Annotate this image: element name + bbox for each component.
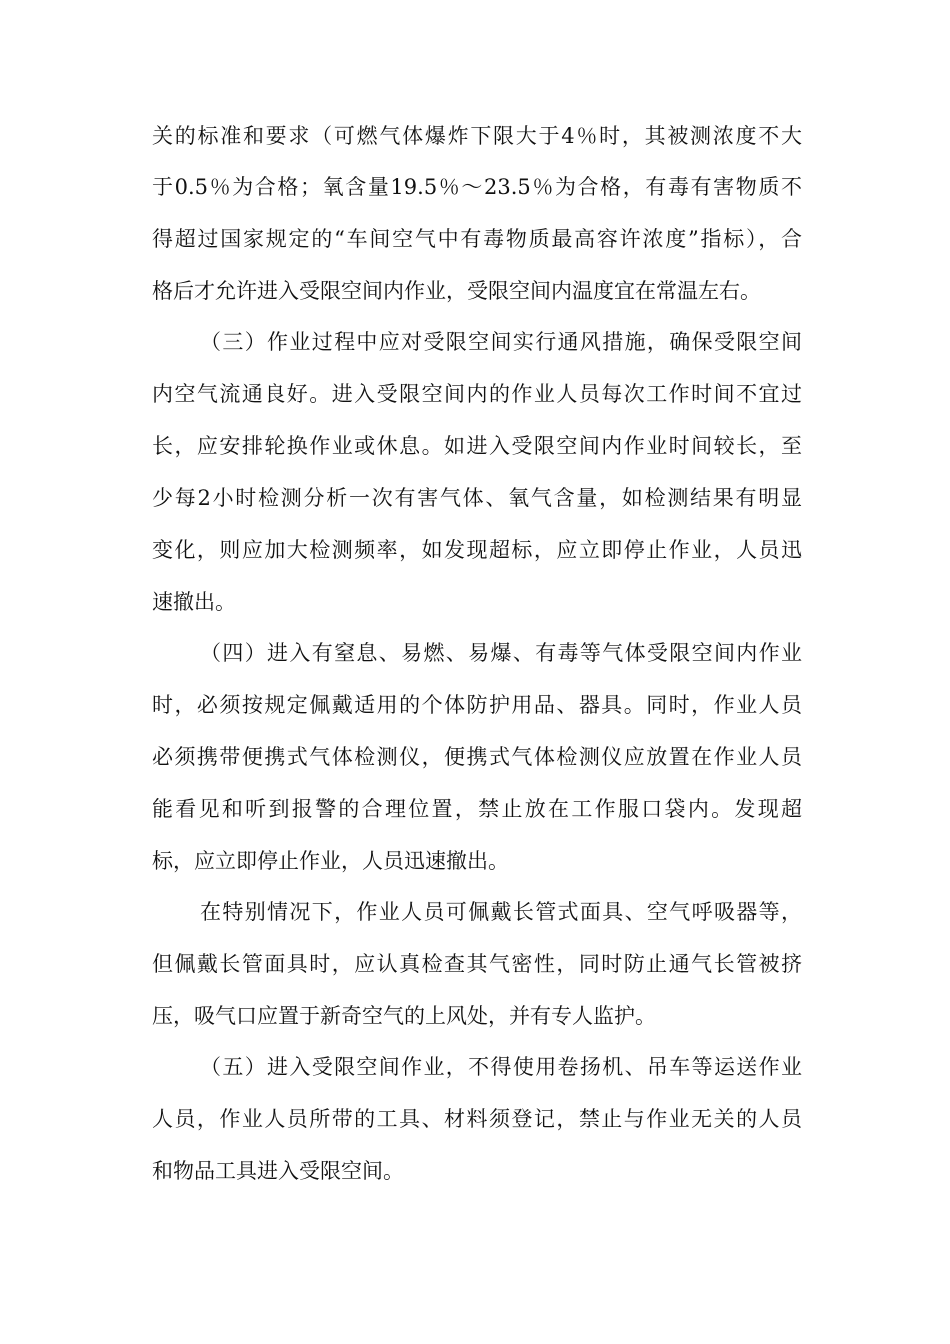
text-line: 变化，则应加大检测频率，如发现超标，应立即停止作业，人员迅: [152, 538, 802, 562]
text-line: 长，应安排轮换作业或休息。如进入受限空间内作业时间较长，至: [152, 434, 802, 458]
text-line: 和物品工具进入受限空间。: [152, 1159, 404, 1183]
text-line: 时，必须按规定佩戴适用的个体防护用品、器具。同时，作业人员: [152, 693, 802, 717]
text-line: 速撤出。: [152, 590, 236, 614]
text-line: 人员，作业人员所带的工具、材料须登记，禁止与作业无关的人员: [152, 1107, 802, 1131]
text-line: 标，应立即停止作业，人员迅速撤出。: [152, 849, 509, 873]
text-line: 能看见和听到报警的合理位置，禁止放在工作服口袋内。发现超: [152, 797, 802, 821]
text-line: 在特别情况下，作业人员可佩戴长管式面具、空气呼吸器等，: [200, 900, 802, 924]
text-line: 但佩戴长管面具时，应认真检查其气密性，同时防止通气长管被挤: [152, 952, 802, 976]
text-line: 关的标准和要求（可燃气体爆炸下限大于4％时，其被测浓度不大: [152, 124, 802, 148]
text-line: 得超过国家规定的“车间空气中有毒物质最高容许浓度”指标），合: [152, 227, 802, 251]
text-line: 少每2小时检测分析一次有害气体、氧气含量，如检测结果有明显: [152, 486, 802, 510]
text-line: 格后才允许进入受限空间内作业，受限空间内温度宜在常温左右。: [152, 279, 761, 303]
text-line: 内空气流通良好。进入受限空间内的作业人员每次工作时间不宜过: [152, 382, 802, 406]
text-line: （五）进入受限空间作业，不得使用卷扬机、吊车等运送作业: [200, 1055, 802, 1079]
text-line: （四）进入有窒息、易燃、易爆、有毒等气体受限空间内作业: [200, 641, 802, 665]
text-line: 于0.5％为合格；氧含量19.5％～23.5％为合格，有毒有害物质不: [152, 175, 802, 199]
text-line: 压，吸气口应置于新奇空气的上风处，并有专人监护。: [152, 1004, 656, 1028]
text-line: 必须携带便携式气体检测仪，便携式气体检测仪应放置在作业人员: [152, 745, 802, 769]
text-line: （三）作业过程中应对受限空间实行通风措施，确保受限空间: [200, 330, 802, 354]
